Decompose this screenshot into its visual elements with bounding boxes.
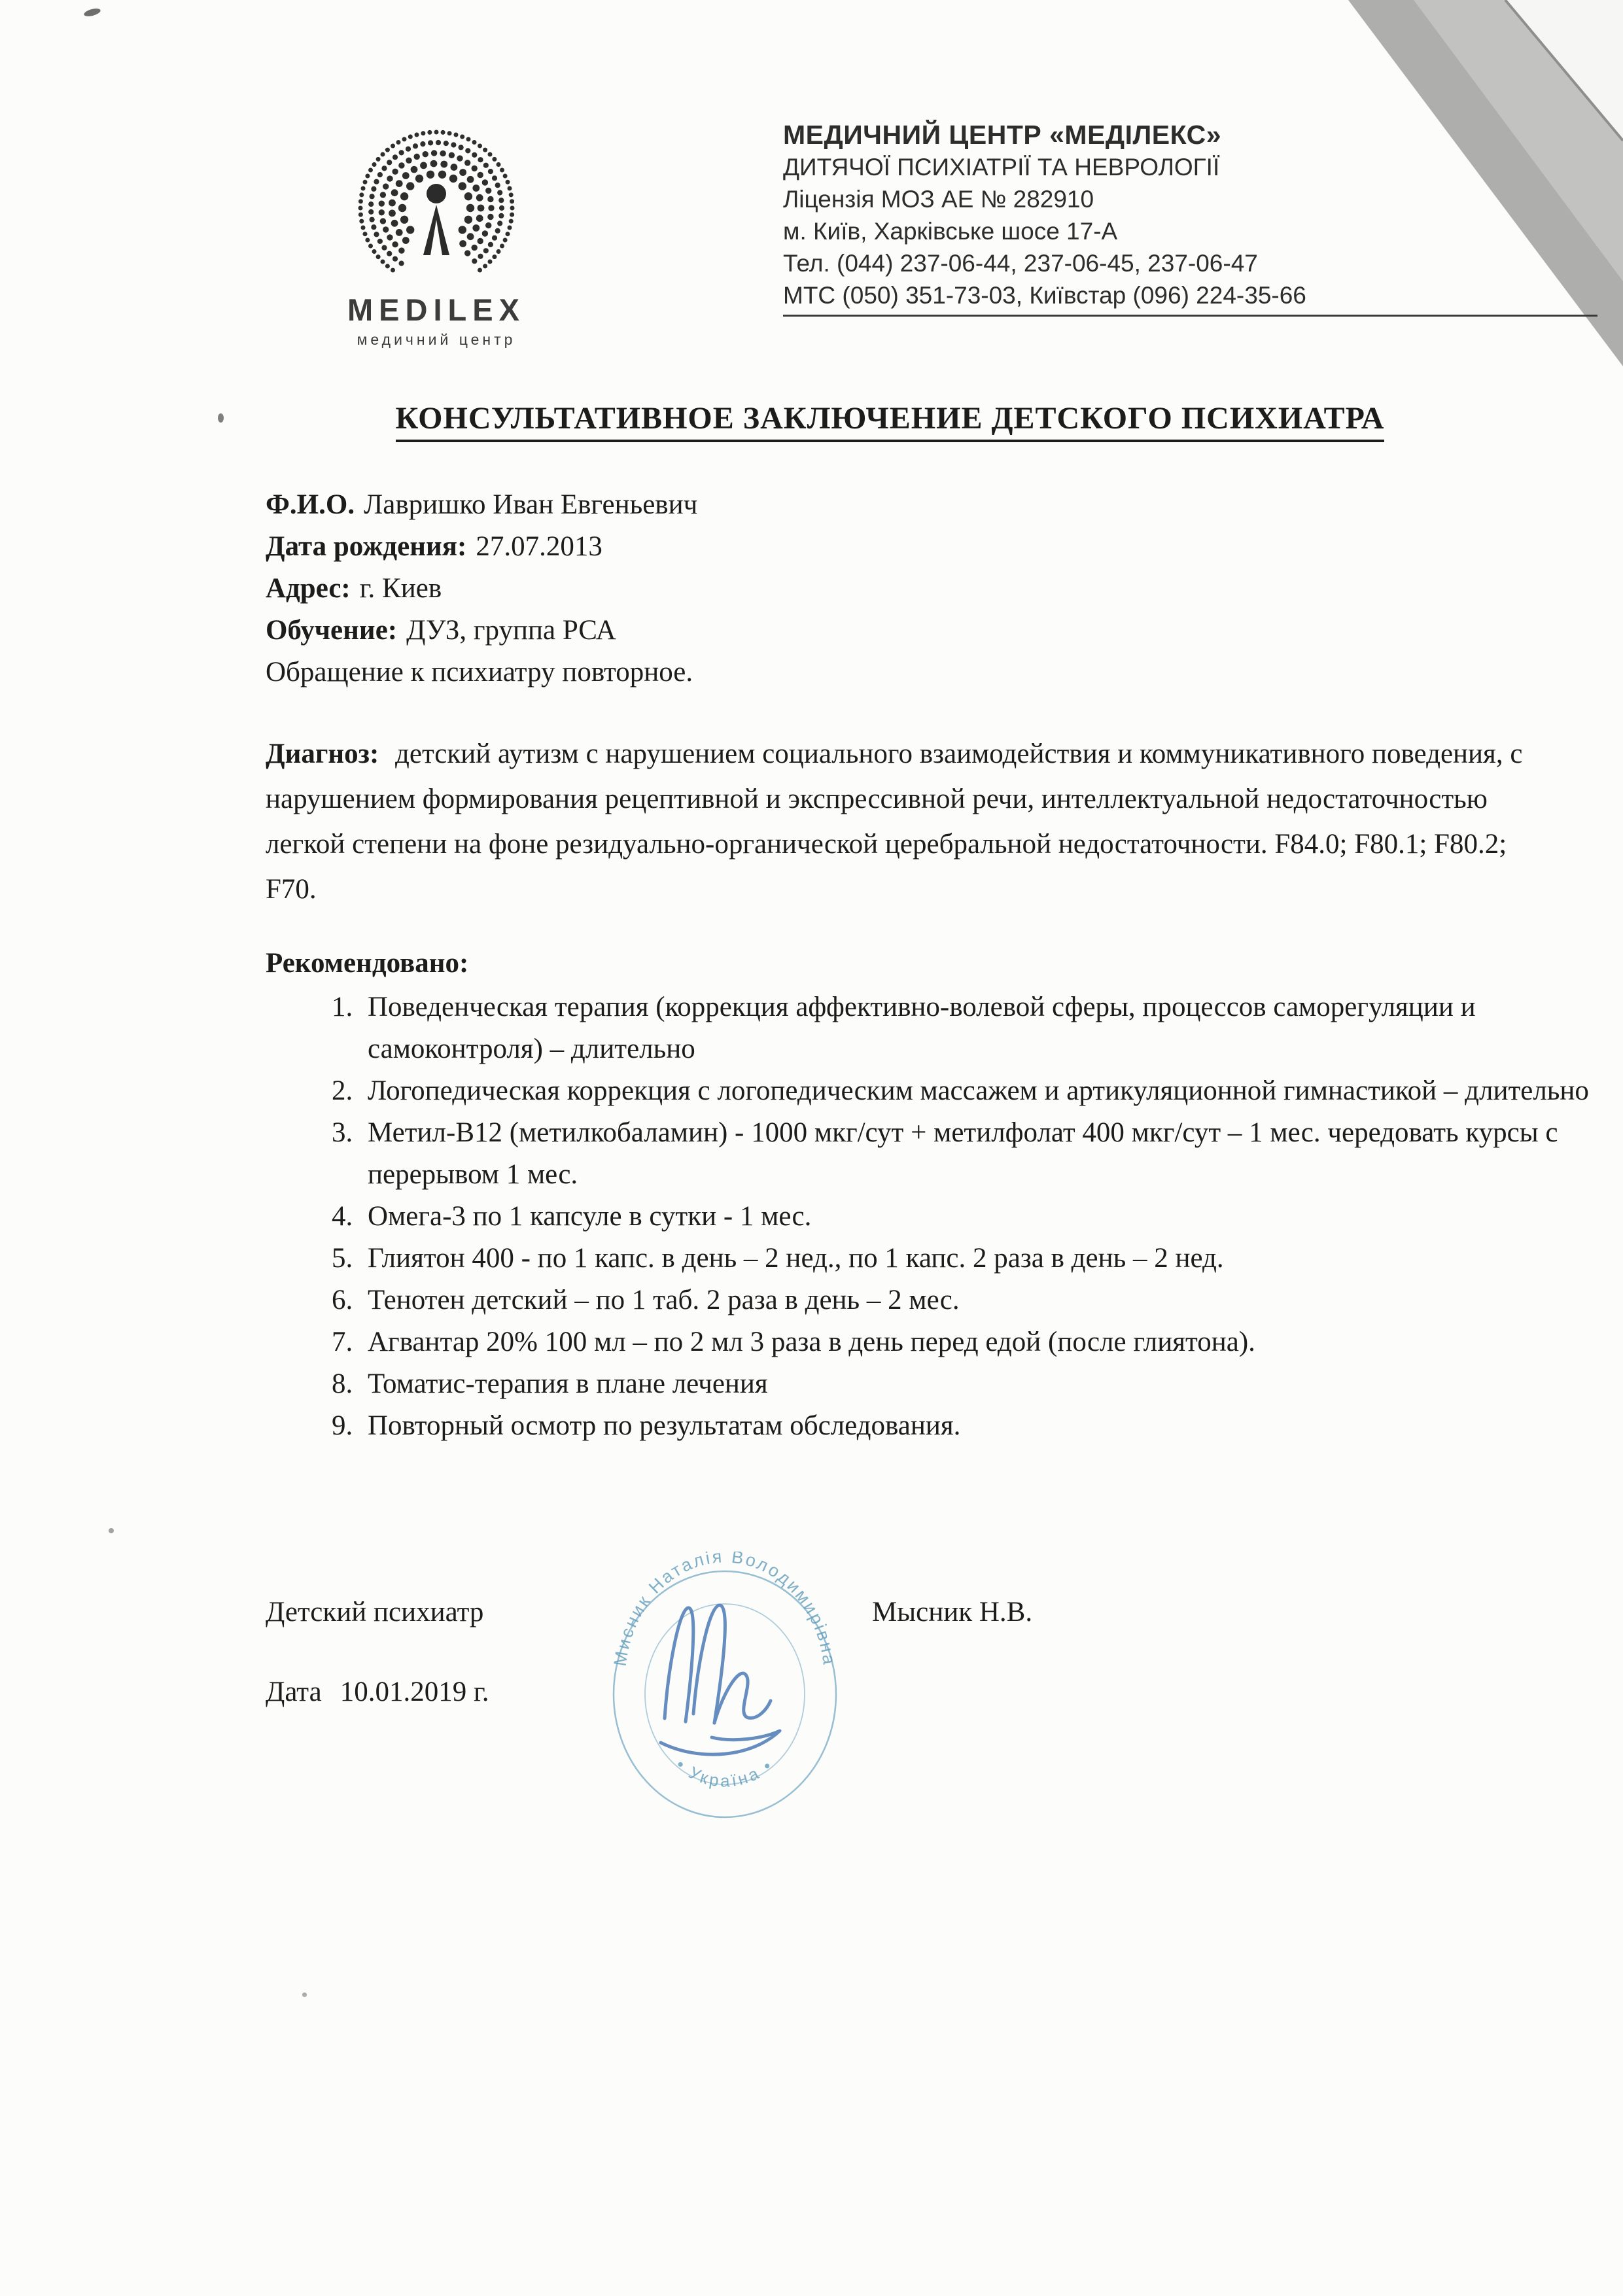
recommendation-item: 3. Метил-В12 (метилкобаламин) - 1000 мкг/сут + метилфолат 400 мкг/сут – 1 мес. чередовать курсы с перерывом 1 мес. <box>360 1112 1623 1196</box>
document-title: КОНСУЛЬТАТИВНОЕ ЗАКЛЮЧЕНИЕ ДЕТСКОГО ПСИХИАТРА <box>157 400 1623 436</box>
doctor-stamp <box>601 1552 849 1833</box>
scan-artifact <box>83 7 101 18</box>
patient-fio-row <box>266 484 697 526</box>
patient-dob-row <box>266 526 697 568</box>
recommendation-item: 1. Поведенческая терапия (коррекция аффективно-волевой сферы, процессов саморегуляции и самоконтроля) – длительно <box>360 986 1623 1070</box>
address-value: г. Киев <box>359 573 442 604</box>
handwritten-signature <box>661 1605 780 1754</box>
recommendation-item: 5. Глиятон 400 - по 1 капс. в день – 2 нед., по 1 капс. 2 раза в день – 2 нед. <box>360 1238 1623 1279</box>
stamp-bottom-text: • Україна • <box>672 1754 778 1791</box>
logo-dotted-wreath-icon <box>345 116 528 292</box>
logo-brand-text: MEDILEX <box>347 292 525 327</box>
date-row <box>266 1676 489 1708</box>
clinic-department: ДИТЯЧОЇ ПСИХІАТРІЇ ТА НЕВРОЛОГІЇ <box>783 154 1220 181</box>
doctor-title: Детский психиатр <box>266 1597 484 1627</box>
diagnosis-text: детский аутизм с нарушением социального взаимодействия и коммуникативного поведения, с нарушением формирования рецептивной и экспрессивной речи, интеллектуальной недостаточностью легкой степени на фоне резидуально-органической церебральной недостаточности. F84.0; F80.1; F80.2; F70. <box>266 739 1523 905</box>
doctor-name: Мысник Н.В. <box>872 1597 1033 1627</box>
stamp-ring-text: Мисник Наталія Володимирівна <box>610 1552 840 1667</box>
patient-visit-note: Обращение к психиатру повторное. <box>266 657 693 687</box>
clinic-contact-block <box>783 119 1607 311</box>
logo-brand-subtitle: медичний центр <box>357 331 516 348</box>
recommendation-item: 9. Повторный осмотр по результатам обследования. <box>360 1405 1623 1447</box>
date-value: 10.01.2019 г. <box>340 1677 489 1707</box>
patient-address-row <box>266 568 697 610</box>
fio-value: Лавришко Иван Евгеньевич <box>364 489 698 520</box>
clinic-logo <box>322 116 551 349</box>
date-label: Дата <box>266 1677 322 1707</box>
recommendation-item: 2. Логопедическая коррекция с логопедическим массажем и артикуляционной гимнастикой – длительно <box>360 1070 1623 1112</box>
scan-artifact <box>109 1528 114 1533</box>
address-label: Адрес: <box>266 573 351 604</box>
letterhead-divider <box>783 315 1597 317</box>
patient-info-block <box>266 484 697 693</box>
recommendation-item: 7. Агвантар 20% 100 мл – по 2 мл 3 раза в день перед едой (после глиятона). <box>360 1321 1623 1363</box>
clinic-license: Ліцензія МОЗ АЕ № 282910 <box>783 186 1094 213</box>
dob-value: 27.07.2013 <box>476 531 602 562</box>
scan-artifact <box>302 1992 307 1997</box>
fio-label: Ф.И.О. <box>266 489 355 520</box>
clinic-address: м. Київ, Харківське шосе 17-А <box>783 218 1118 245</box>
svg-text:• Україна • <box>672 1754 778 1790</box>
recommendations-label: Рекомендовано: <box>266 948 469 979</box>
diagnosis-paragraph <box>266 731 1538 912</box>
patient-education-row <box>266 610 697 652</box>
recommendation-item: 4. Омега-3 по 1 капсуле в сутки - 1 мес. <box>360 1196 1623 1238</box>
recommendation-item: 8. Томатис-терапия в плане лечения <box>360 1363 1623 1405</box>
diagnosis-label: Диагноз: <box>266 739 379 769</box>
education-label: Обучение: <box>266 615 398 646</box>
education-value: ДУЗ, группа РСА <box>406 615 616 646</box>
logo-person-icon <box>423 184 449 255</box>
recommendation-item: 6. Тенотен детский – по 1 таб. 2 раза в день – 2 мес. <box>360 1279 1623 1321</box>
recommendations-list <box>281 986 1623 1447</box>
clinic-mobiles: МТС (050) 351-73-03, Київстар (096) 224-35-66 <box>783 282 1306 309</box>
clinic-phones: Тел. (044) 237-06-44, 237-06-45, 237-06-47 <box>783 250 1258 277</box>
clinic-name: МЕДИЧНИЙ ЦЕНТР «МЕДІЛЕКС» <box>783 120 1222 150</box>
dob-label: Дата рождения: <box>266 531 467 562</box>
